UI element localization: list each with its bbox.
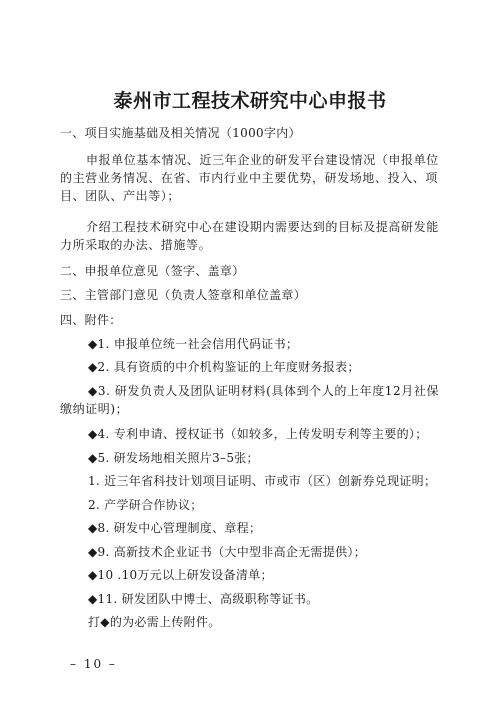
attachment-item: ◆5. 研发场地相关照片3–5张； [88,451,259,465]
attachment-item: ◆8. 研发中心管理制度、章程； [88,521,262,535]
attachment-item: ◆4. 专利申请、授权证书（如较多，上传发明专利等主要的）； [88,427,428,441]
section-heading-3: 三、主管部门意见（负责人签章和单位盖章） [60,288,307,302]
attachment-item: 2. 产学研合作协议； [88,498,203,512]
attachment-item: ◆9. 高新技术企业证书（大中型非高企无需提供）； [88,545,366,559]
section-heading-1: 一、项目实施基础及相关情况（1000字内） [60,126,301,140]
section-heading-2: 二、申报单位意见（签字、盖章） [60,264,245,278]
attachment-item: ◆2. 具有资质的中介机构鉴证的上年度财务报表； [88,360,360,374]
attachment-item: ◆10 .10万元以上研发设备清单； [88,568,273,582]
required-attachment-note: 打◆的为必需上传附件。 [88,615,221,629]
page-number: – 10 – [70,657,117,671]
section1-paragraph-1: 申报单位基本情况、近三年企业的研发平台建设情况（申报单位的主营业务情况、在省、市内行业中主要优势，研发场地、投入、项目、团队、产出等）； [60,153,439,203]
section-heading-4: 四、附件： [60,313,122,327]
document-title: 泰州市工程技术研究中心申报书 [113,90,387,112]
attachment-item: ◆3. 研发负责人及团队证明材料(具体到个人的上年度12月社保缴纳证明)； [60,384,440,416]
attachment-item: 1. 近三年省科技计划项目证明、市或市（区）创新券兑现证明； [88,474,437,488]
attachment-item: ◆1. 申报单位统一社会信用代码证书； [88,337,299,351]
section1-paragraph-2: 介绍工程技术研究中心在建设期内需要达到的目标及提高研发能力所采取的办法、措施等。 [60,220,439,252]
attachment-item: ◆11. 研发团队中博士、高级职称等证书。 [88,592,319,606]
